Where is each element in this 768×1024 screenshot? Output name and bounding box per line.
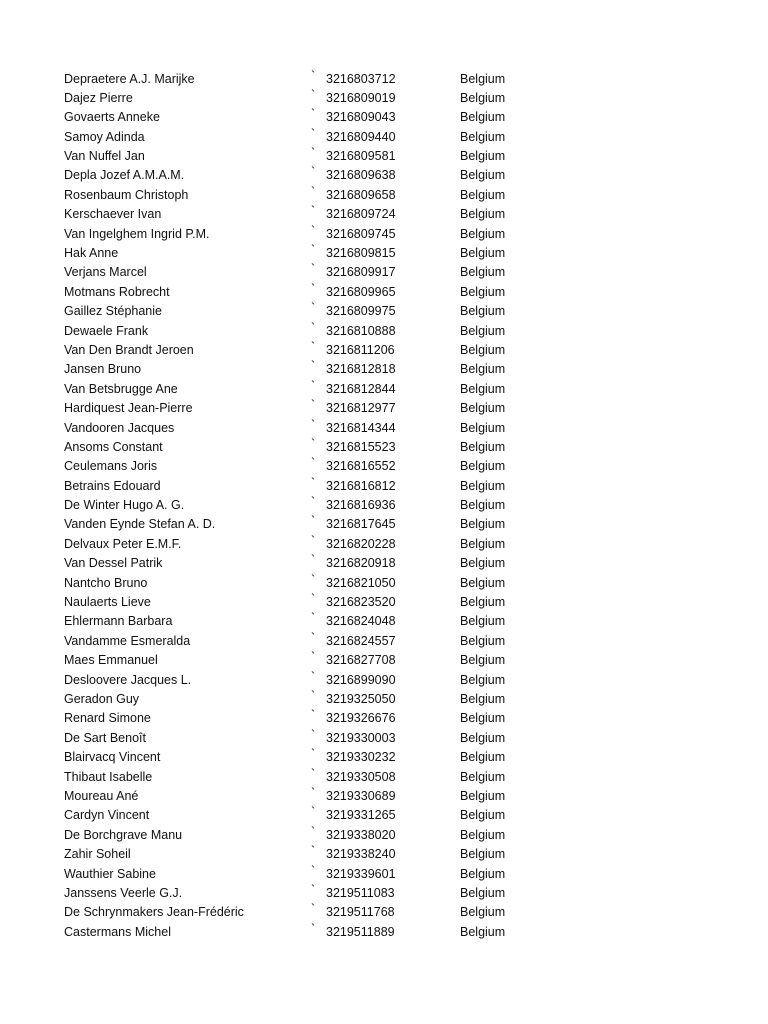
country-name: Belgium: [460, 459, 506, 474]
backtick-mark: `: [311, 262, 316, 277]
person-name: Verjans Marcel: [64, 265, 147, 280]
backtick-mark: `: [311, 708, 316, 723]
list-row: [0, 205, 768, 224]
backtick-mark: `: [311, 146, 316, 161]
backtick-mark: `: [311, 553, 316, 568]
contact-list: [0, 70, 768, 943]
list-row: [0, 302, 768, 321]
phone-number: 3216809638: [326, 168, 396, 183]
phone-number: 3219511768: [326, 905, 395, 920]
phone-number: 3216811206: [326, 342, 395, 357]
country-name: Belgium: [460, 692, 506, 706]
list-row: [0, 186, 768, 205]
backtick-mark: `: [311, 805, 316, 820]
backtick-mark: `: [311, 824, 316, 839]
country-name: Belgium: [460, 672, 506, 687]
backtick-mark: `: [311, 572, 316, 587]
list-row: [0, 89, 768, 108]
country-name: Belgium: [460, 439, 506, 454]
person-name: Hardiquest Jean-Pierre: [64, 401, 193, 416]
phone-number: 3216823520: [326, 595, 396, 610]
list-row: [0, 903, 768, 922]
country-name: Belgium: [460, 187, 506, 202]
person-name: De Sart Benoît: [64, 730, 146, 745]
phone-number: 3216809815: [326, 246, 396, 261]
country-name: Belgium: [460, 90, 506, 105]
person-name: Gaillez Stéphanie: [64, 304, 162, 319]
person-name: Castermans Michel: [64, 924, 171, 939]
list-row: [0, 419, 768, 438]
country-name: Belgium: [460, 866, 506, 881]
country-name: Belgium: [460, 498, 506, 513]
list-row: [0, 690, 768, 709]
person-name: Ehlermann Barbara: [64, 614, 173, 629]
list-row: [0, 283, 768, 302]
country-name: Belgium: [460, 517, 506, 532]
country-name: Belgium: [460, 595, 506, 610]
phone-number: 3219330003: [326, 730, 396, 745]
person-name: Van Den Brandt Jeroen: [64, 342, 194, 357]
backtick-mark: `: [311, 107, 316, 122]
list-row: [0, 826, 768, 845]
list-row: [0, 399, 768, 418]
country-name: Belgium: [460, 420, 506, 435]
phone-number: 3219330689: [326, 788, 396, 803]
list-row: [0, 360, 768, 379]
backtick-mark: `: [311, 902, 316, 917]
person-name: Jansen Bruno: [64, 362, 142, 377]
list-row: [0, 496, 768, 515]
list-row: [0, 865, 768, 884]
backtick-mark: `: [311, 301, 316, 316]
backtick-mark: `: [311, 184, 316, 199]
person-name: Vandamme Esmeralda: [64, 633, 191, 648]
phone-number: 3216827708: [326, 653, 396, 668]
country-name: Belgium: [460, 323, 506, 338]
person-name: Van Dessel Patrik: [64, 556, 163, 571]
list-row: [0, 380, 768, 399]
backtick-mark: `: [311, 495, 316, 510]
country-name: Belgium: [460, 129, 506, 144]
country-name: Belgium: [460, 614, 506, 629]
phone-number: 3216809745: [326, 226, 396, 241]
person-name: Hak Anne: [64, 246, 119, 261]
backtick-mark: `: [311, 921, 316, 936]
phone-number: 3216814344: [326, 420, 396, 435]
list-row: [0, 477, 768, 496]
phone-number: 3219339601: [326, 866, 396, 881]
phone-number: 3216809724: [326, 207, 396, 222]
country-name: Belgium: [460, 71, 506, 86]
backtick-mark: `: [311, 243, 316, 258]
backtick-mark: `: [311, 281, 316, 296]
phone-number: 3219338020: [326, 827, 396, 842]
phone-number: 3216812818: [326, 362, 396, 377]
country-name: Belgium: [460, 478, 506, 493]
backtick-mark: `: [311, 611, 316, 626]
person-name: Kerschaever Ivan: [64, 207, 162, 222]
backtick-mark: `: [311, 126, 316, 141]
list-row: [0, 884, 768, 903]
list-row: [0, 709, 768, 728]
backtick-mark: `: [311, 398, 316, 413]
person-name: Vanden Eynde Stefan A. D.: [64, 517, 216, 532]
country-name: Belgium: [460, 401, 506, 416]
country-name: Belgium: [460, 827, 506, 842]
backtick-mark: `: [311, 766, 316, 781]
country-name: Belgium: [460, 304, 506, 319]
phone-number: 3216809917: [326, 265, 396, 280]
backtick-mark: `: [311, 630, 316, 645]
person-name: Maes Emmanuel: [64, 653, 158, 668]
list-row: [0, 166, 768, 185]
country-name: Belgium: [460, 342, 506, 357]
backtick-mark: `: [311, 592, 316, 607]
list-row: [0, 574, 768, 593]
country-name: Belgium: [460, 226, 506, 241]
country-name: Belgium: [460, 750, 506, 765]
country-name: Belgium: [460, 110, 506, 125]
list-row: [0, 748, 768, 767]
phone-number: 3219326676: [326, 711, 396, 726]
backtick-mark: `: [311, 785, 316, 800]
list-row: [0, 593, 768, 612]
list-row: [0, 729, 768, 748]
country-name: Belgium: [460, 788, 506, 803]
person-name: Desloovere Jacques L.: [64, 672, 192, 687]
backtick-mark: `: [311, 669, 316, 684]
country-name: Belgium: [460, 246, 506, 261]
phone-number: 3216817645: [326, 517, 396, 532]
backtick-mark: `: [311, 882, 316, 897]
phone-number: 3216820228: [326, 536, 396, 551]
list-row: [0, 806, 768, 825]
phone-number: 3216899090: [326, 672, 396, 687]
list-row: [0, 225, 768, 244]
person-name: Ceulemans Joris: [64, 459, 158, 474]
list-row: [0, 341, 768, 360]
phone-number: 3216809581: [326, 149, 396, 164]
backtick-mark: `: [311, 87, 316, 102]
country-name: Belgium: [460, 536, 506, 551]
backtick-mark: `: [311, 68, 316, 83]
phone-number: 3216809440: [326, 129, 396, 144]
country-name: Belgium: [460, 149, 506, 164]
person-name: Zahir Soheil: [64, 847, 131, 862]
person-name: De Winter Hugo A. G.: [64, 498, 185, 513]
list-row: [0, 128, 768, 147]
person-name: Rosenbaum Christoph: [64, 187, 189, 202]
person-name: Van Betsbrugge Ane: [64, 381, 178, 396]
backtick-mark: `: [311, 475, 316, 490]
phone-number: 3219325050: [326, 692, 396, 706]
person-name: Blairvacq Vincent: [64, 750, 161, 765]
person-name: Betrains Edouard: [64, 478, 161, 493]
backtick-mark: `: [311, 436, 316, 451]
backtick-mark: `: [311, 456, 316, 471]
backtick-mark: `: [311, 844, 316, 859]
country-name: Belgium: [460, 168, 506, 183]
person-name: Dewaele Frank: [64, 323, 149, 338]
person-name: Motmans Robrecht: [64, 284, 170, 299]
country-name: Belgium: [460, 284, 506, 299]
person-name: Naulaerts Lieve: [64, 595, 151, 610]
list-row: [0, 923, 768, 942]
backtick-mark: `: [311, 514, 316, 529]
country-name: Belgium: [460, 847, 506, 862]
person-name: Thibaut Isabelle: [64, 769, 153, 784]
phone-number: 3216810888: [326, 323, 396, 338]
list-row: [0, 787, 768, 806]
list-row: [0, 768, 768, 787]
country-name: Belgium: [460, 905, 506, 920]
country-name: Belgium: [460, 381, 506, 396]
phone-number: 3216809043: [326, 110, 396, 125]
country-name: Belgium: [460, 362, 506, 377]
list-row: [0, 554, 768, 573]
phone-number: 3216821050: [326, 575, 396, 590]
phone-number: 3216809975: [326, 304, 396, 319]
phone-number: 3216812977: [326, 401, 396, 416]
list-row: [0, 147, 768, 166]
phone-number: 3219511083: [326, 885, 395, 900]
list-row: [0, 845, 768, 864]
country-name: Belgium: [460, 653, 506, 668]
phone-number: 3216809019: [326, 90, 396, 105]
person-name: Delvaux Peter E.M.F.: [64, 536, 182, 551]
country-name: Belgium: [460, 885, 506, 900]
country-name: Belgium: [460, 924, 506, 939]
phone-number: 3216812844: [326, 381, 396, 396]
list-row: [0, 70, 768, 89]
country-name: Belgium: [460, 265, 506, 280]
country-name: Belgium: [460, 556, 506, 571]
person-name: Renard Simone: [64, 711, 151, 726]
backtick-mark: `: [311, 689, 316, 703]
country-name: Belgium: [460, 207, 506, 222]
list-row: [0, 322, 768, 341]
person-name: Samoy Adinda: [64, 129, 145, 144]
list-row: [0, 651, 768, 670]
person-name: Cardyn Vincent: [64, 808, 150, 823]
list-row: [0, 671, 768, 690]
person-name: Depla Jozef A.M.A.M.: [64, 168, 185, 183]
list-row: [0, 515, 768, 534]
backtick-mark: `: [311, 727, 316, 742]
country-name: Belgium: [460, 633, 506, 648]
phone-number: 3219331265: [326, 808, 396, 823]
phone-number: 3219338240: [326, 847, 396, 862]
person-name: Wauthier Sabine: [64, 866, 156, 881]
phone-number: 3219330232: [326, 750, 396, 765]
phone-number: 3219511889: [326, 924, 395, 939]
list-row: [0, 612, 768, 631]
person-name: Van Nuffel Jan: [64, 149, 145, 164]
country-name: Belgium: [460, 575, 506, 590]
list-row: [0, 632, 768, 651]
country-name: Belgium: [460, 730, 506, 745]
list-row: [0, 535, 768, 554]
phone-number: 3216809965: [326, 284, 396, 299]
backtick-mark: `: [311, 417, 316, 432]
backtick-mark: `: [311, 320, 316, 335]
country-name: Belgium: [460, 711, 506, 726]
phone-number: 3216815523: [326, 439, 396, 454]
phone-number: 3216824048: [326, 614, 396, 629]
list-row: [0, 108, 768, 127]
phone-number: 3216820918: [326, 556, 396, 571]
backtick-mark: `: [311, 165, 316, 180]
backtick-mark: `: [311, 223, 316, 238]
list-row: [0, 244, 768, 263]
backtick-mark: `: [311, 339, 316, 354]
person-name: De Schrynmakers Jean-Frédéric: [64, 905, 244, 920]
backtick-mark: `: [311, 533, 316, 548]
person-name: Geradon Guy: [64, 692, 140, 706]
phone-number: 3219330508: [326, 769, 396, 784]
backtick-mark: `: [311, 650, 316, 665]
list-row: [0, 457, 768, 476]
backtick-mark: `: [311, 863, 316, 878]
phone-number: 3216816812: [326, 478, 396, 493]
phone-number: 3216803712: [326, 71, 396, 86]
backtick-mark: `: [311, 747, 316, 762]
list-row: [0, 438, 768, 457]
phone-number: 3216824557: [326, 633, 396, 648]
person-name: Vandooren Jacques: [64, 420, 175, 435]
phone-number: 3216809658: [326, 187, 396, 202]
person-name: Depraetere A.J. Marijke: [64, 71, 195, 86]
country-name: Belgium: [460, 808, 506, 823]
backtick-mark: `: [311, 378, 316, 393]
person-name: Govaerts Anneke: [64, 110, 160, 125]
phone-number: 3216816552: [326, 459, 396, 474]
backtick-mark: `: [311, 359, 316, 374]
person-name: Van Ingelghem Ingrid P.M.: [64, 226, 210, 241]
person-name: De Borchgrave Manu: [64, 827, 183, 842]
person-name: Ansoms Constant: [64, 439, 163, 454]
person-name: Moureau Ané: [64, 788, 139, 803]
person-name: Janssens Veerle G.J.: [64, 885, 183, 900]
phone-number: 3216816936: [326, 498, 396, 513]
country-name: Belgium: [460, 769, 506, 784]
list-row: [0, 263, 768, 282]
person-name: Nantcho Bruno: [64, 575, 148, 590]
backtick-mark: `: [311, 204, 316, 219]
person-name: Dajez Pierre: [64, 90, 133, 105]
